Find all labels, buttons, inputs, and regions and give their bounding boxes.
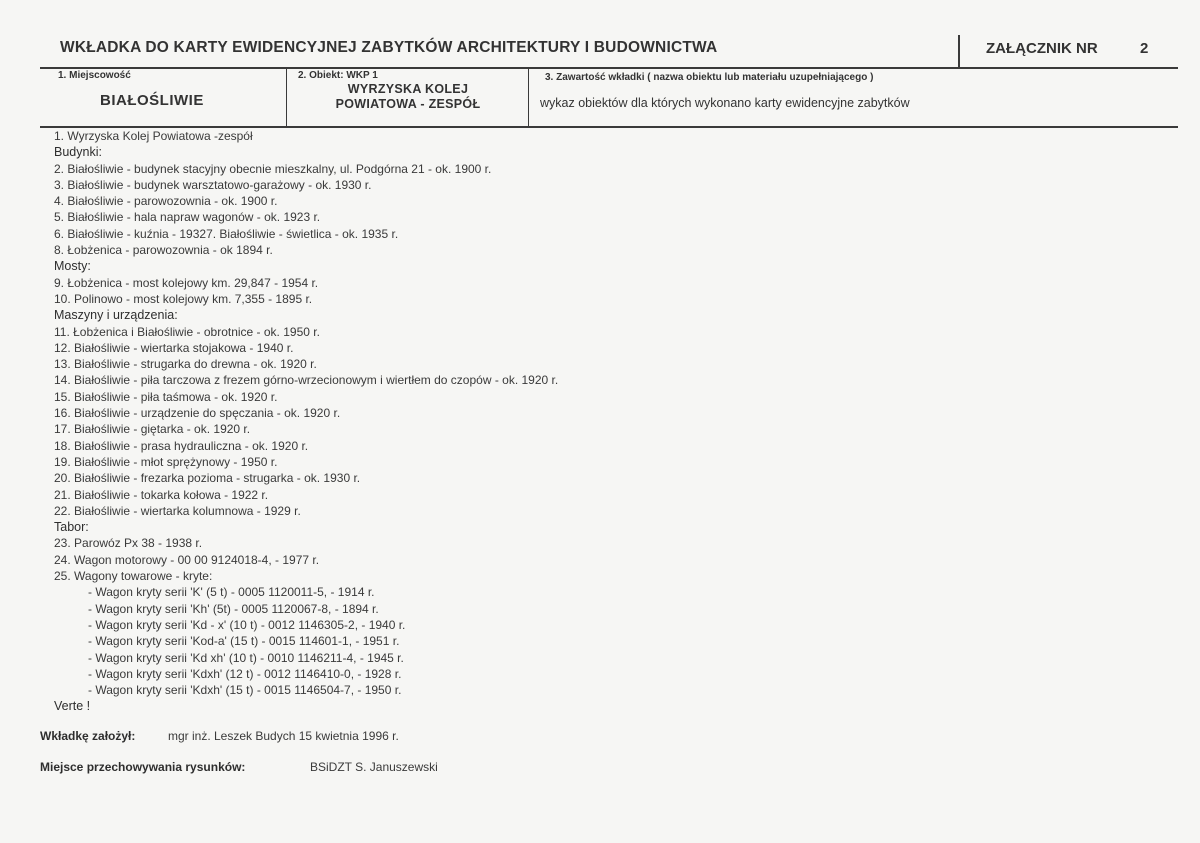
header-divider [958,35,960,67]
list-heading: Maszyny i urządzenia: [54,308,178,323]
created-by-value: mgr inż. Leszek Budych 15 kwietnia 1996 r. [168,729,399,743]
document-title: WKŁADKA DO KARTY EWIDENCYJNEJ ZABYTKÓW ARCHITEKTURY I BUDOWNICTWA [60,39,718,56]
list-item: 4. Białośliwie - parowozownia - ok. 1900 r. [54,194,278,209]
locality-label: 1. Miejscowość [58,70,131,81]
list-item: 1. Wyrzyska Kolej Powiatowa -zespół [54,129,253,143]
storage-label: Miejsce przechowywania rysunków: [40,760,246,774]
list-item: 25. Wagony towarowe - kryte: [54,569,213,584]
card-fields [40,68,1178,128]
list-item: 15. Białośliwie - piła taśmowa - ok. 1920 r. [54,389,278,404]
list-item: 17. Białośliwie - giętarka - ok. 1920 r. [54,422,251,437]
object-value-line2: POWIATOWA - ZESPÓŁ [335,97,481,111]
list-item: 11. Łobżenica i Białośliwie - obrotnice - ok. 1950 r. [54,324,320,339]
annex-label: ZAŁĄCZNIK NR [986,40,1098,57]
object-value [290,82,526,112]
list-item: - Wagon kryty serii 'Kd - x' (10 t) - 0012 1146305-2, - 1940 r. [88,617,406,632]
contents-value: wykaz obiektów dla których wykonano karty ewidencyjne zabytków [540,96,910,110]
field-divider [528,68,529,126]
object-label: 2. Obiekt: WKP 1 [298,70,378,81]
list-item: 10. Polinowo - most kolejowy km. 7,355 - 1895 r. [54,291,313,306]
list-item: 23. Parowóz Px 38 - 1938 r. [54,536,203,551]
list-item: 2. Białośliwie - budynek stacyjny obecnie mieszkalny, ul. Podgórna 21 - ok. 1900 r. [54,161,492,176]
card-header [40,35,1178,69]
list-item: 9. Łobżenica - most kolejowy km. 29,847 - 1954 r. [54,275,319,290]
list-item: 5. Białośliwie - hala napraw wagonów - ok. 1923 r. [54,210,321,225]
annex-number: 2 [1140,40,1149,57]
storage-value: BSiDZT S. Januszewski [310,760,438,774]
list-heading: Verte ! [54,699,91,714]
list-item: 3. Białośliwie - budynek warsztatowo-garażowy - ok. 1930 r. [54,177,372,192]
list-item: 19. Białośliwie - młot sprężynowy - 1950 r. [54,454,278,469]
object-value-line1: WYRZYSKA KOLEJ [347,82,469,96]
list-item: - Wagon kryty serii 'K' (5 t) - 0005 1120011-5, - 1914 r. [88,585,375,600]
list-item: - Wagon kryty serii 'Kh' (5t) - 0005 1120067-8, - 1894 r. [88,601,379,616]
contents-label: 3. Zawartość wkładki ( nazwa obiektu lub materiału uzupełniającego ) [545,72,874,83]
list-item: - Wagon kryty serii 'Kod-a' (15 t) - 0015 114601-1, - 1951 r. [88,634,400,649]
list-item: 22. Białośliwie - wiertarka kolumnowa - 1929 r. [54,503,301,518]
list-item: 16. Białośliwie - urządzenie do spęczania - ok. 1920 r. [54,406,341,421]
list-item: 12. Białośliwie - wiertarka stojakowa - 1940 r. [54,340,294,355]
list-item: - Wagon kryty serii 'Kd xh' (10 t) - 0010 1146211-4, - 1945 r. [88,650,404,665]
list-item: - Wagon kryty serii 'Kdxh' (15 t) - 0015 1146504-7, - 1950 r. [88,683,402,698]
field-divider [286,68,287,126]
list-item: 24. Wagon motorowy - 00 00 9124018-4, - 1977 r. [54,552,320,567]
list-item: 6. Białośliwie - kuźnia - 19327. Białośliwie - świetlica - ok. 1935 r. [54,226,399,241]
list-item: - Wagon kryty serii 'Kdxh' (12 t) - 0012 1146410-0, - 1928 r. [88,666,402,681]
locality-value: BIAŁOŚLIWIE [100,92,204,109]
list-heading: Tabor: [54,520,89,535]
list-heading: Mosty: [54,259,91,274]
list-item: 14. Białośliwie - piła tarczowa z frezem górno-wrzecionowym i wiertłem do czopów - ok. 1920 r. [54,373,559,388]
list-item: 21. Białośliwie - tokarka kołowa - 1922 r. [54,487,269,502]
created-by-label: Wkładkę założył: [40,729,136,743]
list-heading: Budynki: [54,145,102,160]
object-list [54,128,1054,715]
list-item: 13. Białośliwie - strugarka do drewna - ok. 1920 r. [54,357,317,372]
list-item: 18. Białośliwie - prasa hydrauliczna - ok. 1920 r. [54,438,309,453]
list-item: 20. Białośliwie - frezarka pozioma - strugarka - ok. 1930 r. [54,471,361,486]
list-item: 8. Łobżenica - parowozownia - ok 1894 r. [54,243,273,258]
